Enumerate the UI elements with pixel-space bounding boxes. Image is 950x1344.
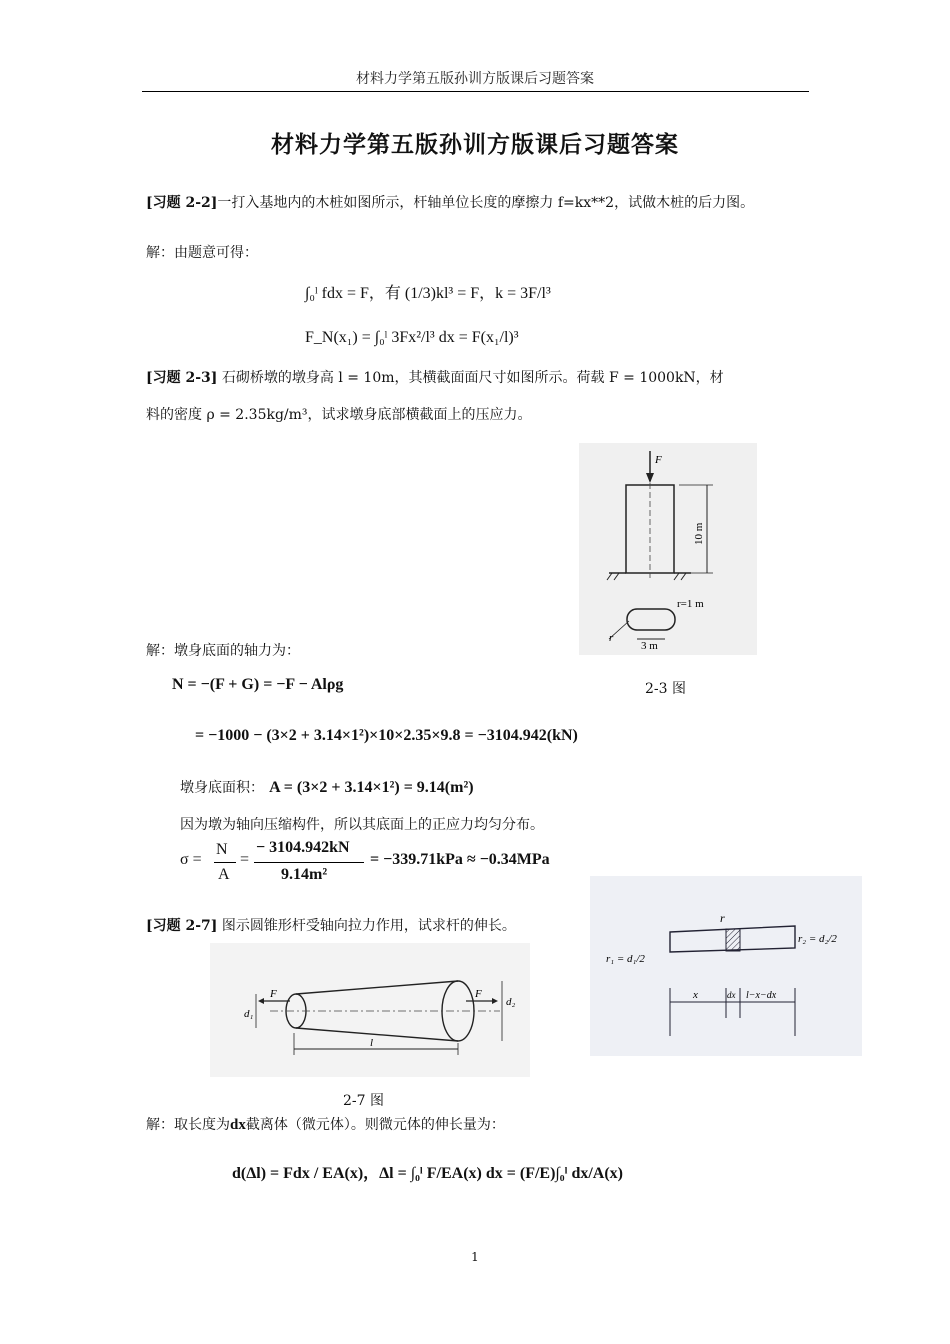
- sigma-result: = −339.71kPa ≈ −0.34MPa: [370, 851, 550, 868]
- page-title: 材料力学第五版孙训方版课后习题答案: [271, 132, 679, 158]
- problem-2-3-uniform-stress-text: 因为墩为轴向压缩构件，所以其底面上的正应力均匀分布。: [180, 817, 544, 833]
- problem-2-3-axial-force-equation: N = −(F + G) = −F − Alρg: [172, 676, 344, 693]
- sigma-frac-bar-1: [214, 862, 236, 863]
- running-header: 材料力学第五版孙训方版课后习题答案: [356, 71, 594, 87]
- problem-2-3-statement-line1: [146, 367, 808, 389]
- sketch-r2-label: r₂ = d₂/2: [798, 933, 837, 945]
- problem-2-7-solution: [146, 1114, 808, 1136]
- problem-2-3-solution: 解：墩身底面的轴力为：: [146, 643, 300, 659]
- problem-2-7-final-equation: d(Δl) = Fdx / EA(x)，Δl = ∫₀ˡ F/EA(x) dx = (F/E)∫₀ˡ dx/A(x): [232, 1165, 623, 1182]
- d2-label: d₂: [506, 996, 516, 1008]
- problem-2-3-area-line: [180, 777, 474, 797]
- sigma-equals: =: [240, 851, 250, 868]
- problem-2-7-label: [习题 2-7]: [146, 918, 218, 934]
- area-label: 墩身底面积：: [180, 780, 264, 796]
- figure-2-7-cone-drawing: [210, 943, 530, 1077]
- figure-2-3-pier-drawing: [579, 443, 757, 655]
- problem-2-7-text: 图示圆锥形杆受轴向拉力作用，试求杆的伸长。: [221, 918, 516, 934]
- problem-2-7-statement: [146, 915, 586, 937]
- page-number: 1: [471, 1250, 479, 1264]
- solution-2-7-part-a: 解：取长度为: [146, 1117, 230, 1133]
- right-force-label: F: [475, 988, 482, 1000]
- left-force-label: F: [270, 988, 277, 1000]
- sketch-r1-label: r₁ = d₁/2: [606, 953, 645, 965]
- load-label-F: F: [655, 454, 662, 466]
- sketch-rest-label: l−x−dx: [746, 990, 777, 1001]
- sketch-r-label: r: [720, 911, 725, 925]
- problem-2-2-label: [习题 2-2]: [146, 195, 218, 211]
- corner-radius-label: r=1 m: [677, 598, 704, 610]
- sigma-frac-numerator: − 3104.942kN: [256, 839, 350, 856]
- sigma-frac-N: N: [216, 841, 228, 858]
- sketch-element: [726, 929, 740, 951]
- problem-2-3-text-1: 石砌桥墩的墩身高 l = 10m，其横截面面尺寸如图所示。荷载 F = 1000kN，材: [221, 370, 724, 386]
- height-label: 10 m: [693, 522, 705, 545]
- figure-2-7-caption: 2-7 图: [343, 1093, 384, 1109]
- sigma-frac-denominator: 9.14m²: [281, 866, 328, 883]
- sigma-lhs: σ =: [180, 851, 202, 868]
- sketch-x-label: x: [693, 989, 698, 1001]
- problem-2-3-numeric-equation: = −1000 − (3×2 + 3.14×1²)×10×2.35×9.8 = −3104.942(kN): [195, 727, 578, 744]
- header-rule: [142, 91, 809, 92]
- problem-2-2-equation-1: ∫₀ˡ fdx = F，有 (1/3)kl³ = F，k = 3F/l³: [305, 285, 551, 302]
- problem-2-2-equation-2: F_N(x₁) = ∫₀ˡ 3Fx²/l³ dx = F(x₁/l)³: [305, 329, 519, 346]
- figure-2-7-hand-sketch: [590, 876, 862, 1056]
- problem-2-2-statement: [146, 192, 808, 214]
- sigma-frac-bar-2: [254, 862, 364, 863]
- d1-label: d₁: [244, 1008, 254, 1020]
- figure-2-3-caption: 2-3 图: [645, 681, 686, 697]
- solution-2-7-part-b: 截离体（微元体）。则微元体的伸长量为：: [245, 1117, 505, 1133]
- solution-2-7-dx: dx: [230, 1117, 246, 1133]
- problem-2-2-text: 一打入基地内的木桩如图所示，杆轴单位长度的摩擦力 f=kx**2，试做木桩的后力图。: [217, 195, 755, 211]
- sigma-frac-A: A: [218, 866, 230, 883]
- sketch-dx-label: dx: [727, 990, 736, 1000]
- problem-2-2-solution: 解：由题意可得：: [146, 245, 258, 261]
- radius-label: r: [609, 632, 614, 644]
- area-equation: A = (3×2 + 3.14×1²) = 9.14(m²): [269, 779, 474, 796]
- length-label: l: [370, 1037, 374, 1049]
- width-label: 3 m: [641, 640, 658, 652]
- problem-2-3-statement-line2: 料的密度 ρ = 2.35kg/m³，试求墩身底部横截面上的压应力。: [146, 407, 532, 423]
- problem-2-3-label: [习题 2-3]: [146, 370, 218, 386]
